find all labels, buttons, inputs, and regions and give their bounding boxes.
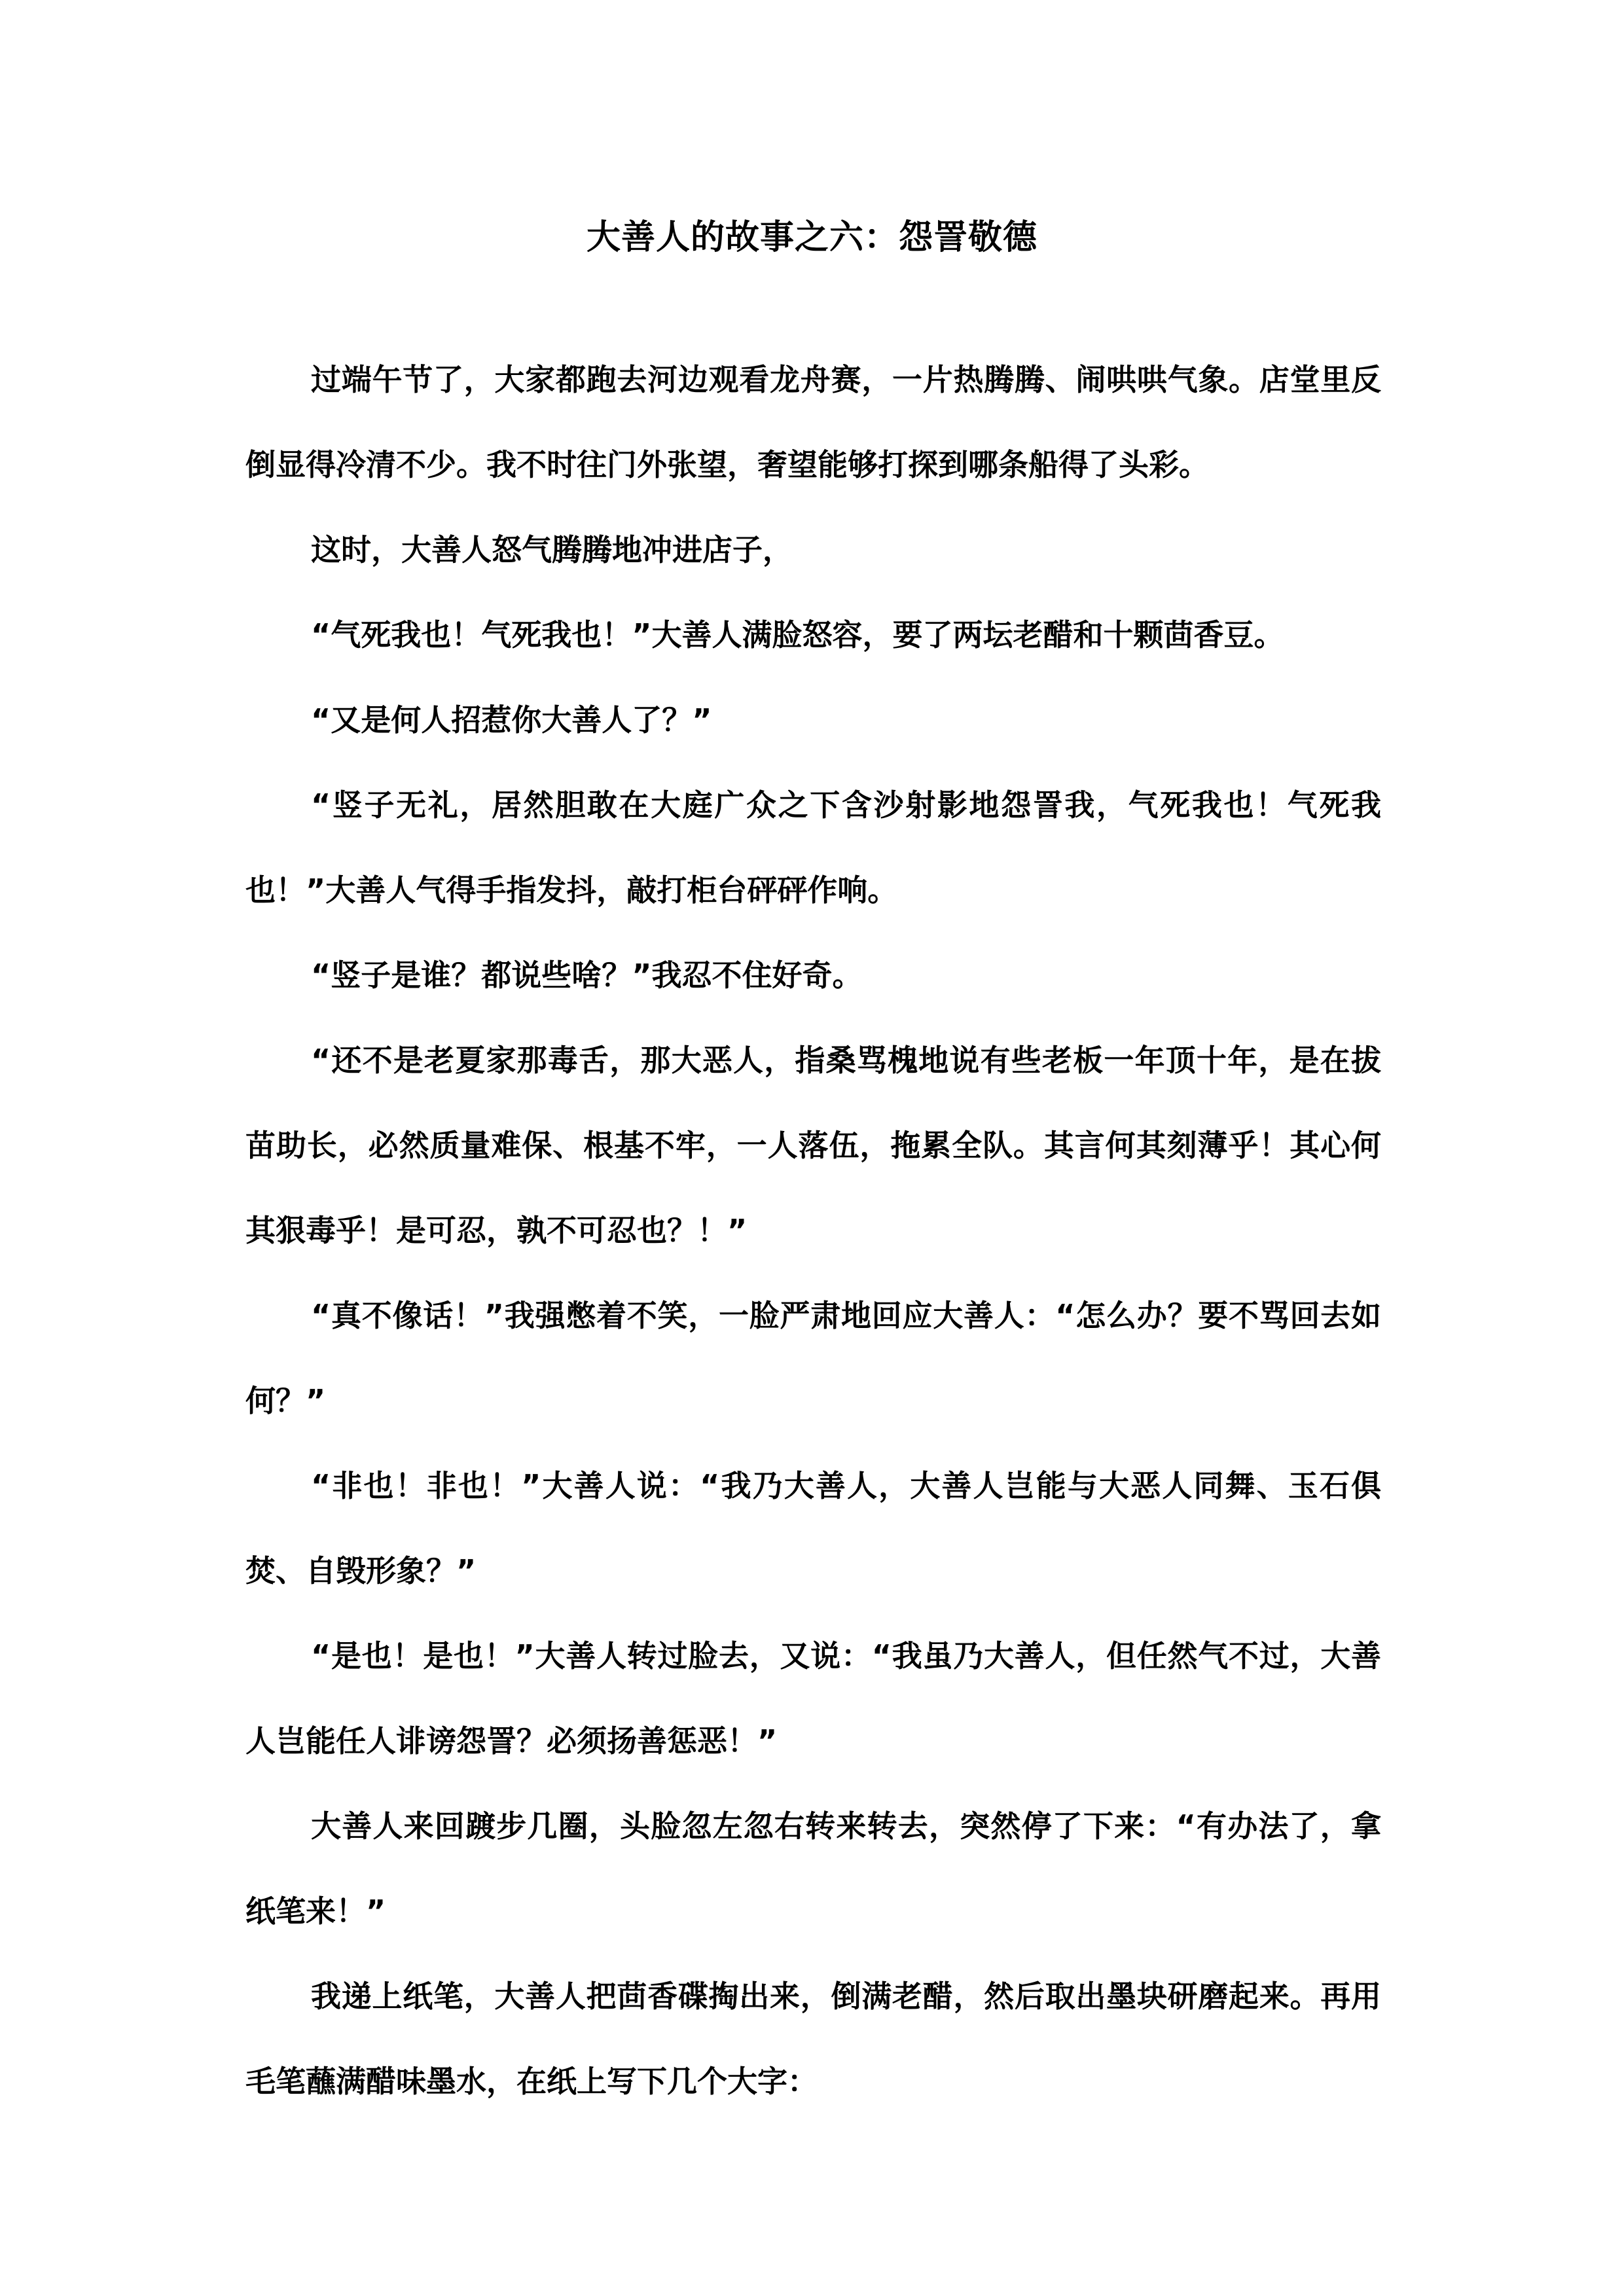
paragraph: “竖子是谁？都说些啥？”我忍不住好奇。 xyxy=(311,958,863,993)
paragraph: “竖子无礼，居然胆敢在大庭广众之下含沙射影地怨詈我，气死我也！气死我也！”大善人气得手指发抖，敲打柜台砰砰作响。 xyxy=(245,787,1381,908)
paragraph: 大善人来回踱步几圈，头脸忽左忽右转来转去，突然停了下来：“有办法了，拿纸笔来！” xyxy=(245,1808,1381,1929)
paragraph: “气死我也！气死我也！”大善人满脸怒容，要了两坛老醋和十颗茴香豆。 xyxy=(311,617,1284,653)
paragraph: 我递上纸笔，大善人把茴香碟掏出来，倒满老醋，然后取出墨块研磨起来。再用毛笔蘸满醋味墨水，在纸上写下几个大字： xyxy=(245,1979,1381,2099)
document-body xyxy=(245,337,1381,2124)
paragraph: “是也！是也！”大善人转过脸去，又说：“我虽乃大善人，但任然气不过，大善人岂能任人诽谤怨詈？必须扬善惩恶！” xyxy=(245,1638,1381,1759)
paragraph: “还不是老夏家那毒舌，那大恶人，指桑骂槐地说有些老板一年顶十年，是在拔苗助长，必然质量难保、根基不牢，一人落伍，拖累全队。其言何其刻薄乎！其心何其狠毒乎！是可忍，孰不可忍也？！” xyxy=(245,1043,1381,1248)
paragraph: 这时，大善人怒气腾腾地冲进店子， xyxy=(311,532,793,567)
paragraph: “又是何人招惹你大善人了？” xyxy=(311,702,712,738)
paragraph: “非也！非也！”大善人说：“我乃大善人，大善人岂能与大恶人同舞、玉石俱焚、自毁形象？” xyxy=(245,1468,1381,1588)
paragraph: 过端午节了，大家都跑去河边观看龙舟赛，一片热腾腾、闹哄哄气象。店堂里反倒显得冷清不少。我不时往门外张望，奢望能够打探到哪条船得了头彩。 xyxy=(245,362,1381,482)
document-title: 大善人的故事之六：怨詈敬德 xyxy=(586,218,1038,257)
paragraph: “真不像话！”我强憋着不笑，一脸严肃地回应大善人：“怎么办？要不骂回去如何？” xyxy=(245,1298,1381,1418)
